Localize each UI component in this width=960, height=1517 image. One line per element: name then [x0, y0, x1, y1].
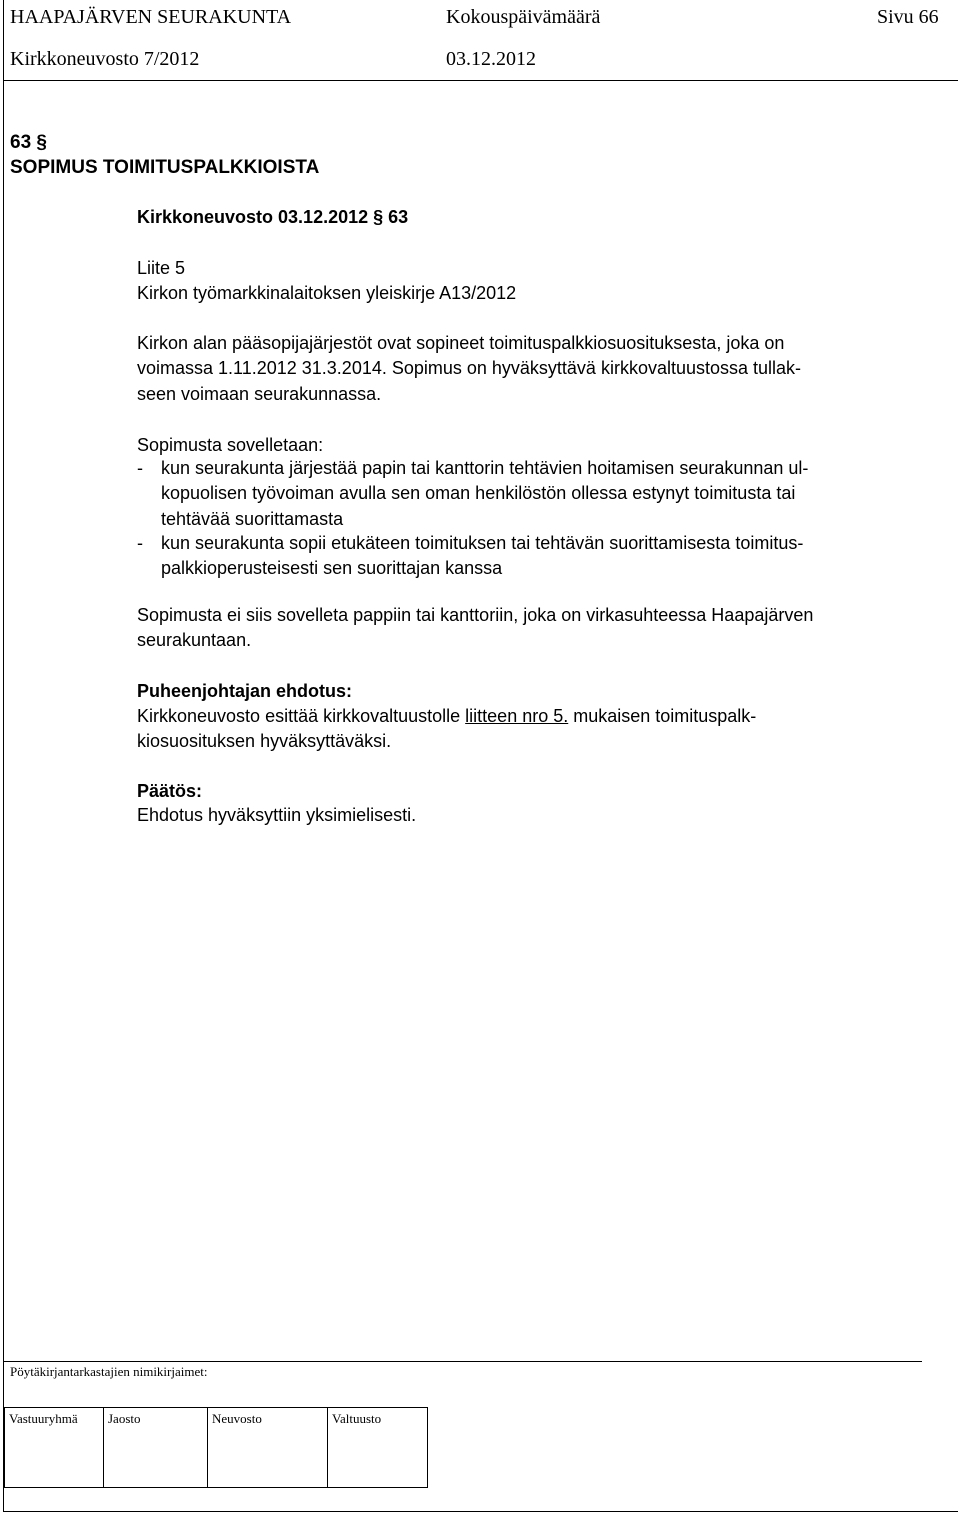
list-item-line: kun seurakunta järjestää papin tai kanttorin tehtävien hoitamisen seurakunnan ul-: [161, 458, 809, 478]
meeting-date: 03.12.2012: [446, 48, 536, 70]
proposal-text-end: mukaisen toimituspalk-: [568, 706, 757, 726]
page-number: Sivu 66: [877, 6, 939, 28]
list-item-line: palkkioperusteisesti sen suorittajan kanssa: [161, 558, 503, 579]
paragraph-line: voimassa 1.11.2012 31.3.2014. Sopimus on hyväksyttävä kirkkovaltuustossa tullak-: [137, 358, 802, 379]
list-dash: -: [137, 458, 143, 478]
signature-cell-valtuusto: Valtuusto: [328, 1408, 428, 1488]
attachment-link[interactable]: liitteen nro 5.: [465, 706, 569, 726]
paragraph-line: Kirkon alan pääsopijajärjestöt ovat sopineet toimituspalkkiosuosituksesta, joka on: [137, 333, 785, 353]
list-dash: -: [137, 533, 143, 553]
meeting-date-label: Kokouspäivämäärä: [446, 6, 601, 28]
table-row: [5, 1408, 428, 1488]
paragraph-line: seen voimaan seurakunnassa.: [137, 383, 382, 404]
meeting-reference: Kirkkoneuvosto 03.12.2012 § 63: [137, 207, 409, 227]
proposal-text: [137, 704, 756, 755]
board-meeting: Kirkkoneuvosto 7/2012: [10, 48, 200, 70]
list-item-line: kopuolisen työvoiman avulla sen oman henkilöstön ollessa estynyt toimitusta tai: [161, 483, 796, 504]
section-title: SOPIMUS TOIMITUSPALKKIOISTA: [10, 157, 320, 178]
proposal-line: [137, 704, 756, 729]
attachment-number: Liite 5: [137, 258, 186, 278]
section-number: 63 §: [10, 132, 47, 153]
paragraph-line: Sopimusta ei siis sovelleta pappiin tai kanttoriin, joka on virkasuhteessa Haapajärven: [137, 605, 814, 625]
list-item-text: [161, 456, 808, 532]
proposal-heading: Puheenjohtajan ehdotus:: [137, 681, 353, 701]
proposal-text-start: Kirkkoneuvosto esittää kirkkovaltuustolle: [137, 706, 466, 726]
decision-text: Ehdotus hyväksyttiin yksimielisesti.: [137, 805, 417, 825]
signature-table: [4, 1407, 428, 1488]
signatures-label: Pöytäkirjantarkastajien nimikirjaimet:: [10, 1364, 208, 1379]
attachment-title: Kirkon työmarkkinalaitoksen yleiskirje A13/2012: [137, 283, 517, 304]
paragraph-scope: [137, 603, 813, 654]
list-item-line: kun seurakunta sopii etukäteen toimituksen tai tehtävän suorittamisesta toimitus-: [161, 533, 804, 553]
paragraph-line: seurakuntaan.: [137, 630, 252, 651]
organization-name: HAAPAJÄRVEN SEURAKUNTA: [10, 6, 292, 28]
list-item-line: tehtävää suorittamasta: [161, 508, 344, 529]
attachment-info: [137, 256, 516, 307]
signature-cell-neuvosto: Neuvosto: [208, 1408, 328, 1488]
applies-intro: Sopimusta sovelletaan:: [137, 435, 324, 455]
header-divider: [4, 80, 958, 81]
decision-heading: Päätös:: [137, 781, 203, 801]
proposal-line: kiosuosituksen hyväksyttäväksi.: [137, 731, 392, 752]
paragraph-intro: [137, 331, 801, 407]
list-item-text: [161, 531, 803, 582]
signature-divider: [4, 1361, 922, 1362]
signature-cell-jaosto: Jaosto: [104, 1408, 208, 1488]
signature-cell-vastuuryhma: Vastuuryhmä: [5, 1408, 104, 1488]
